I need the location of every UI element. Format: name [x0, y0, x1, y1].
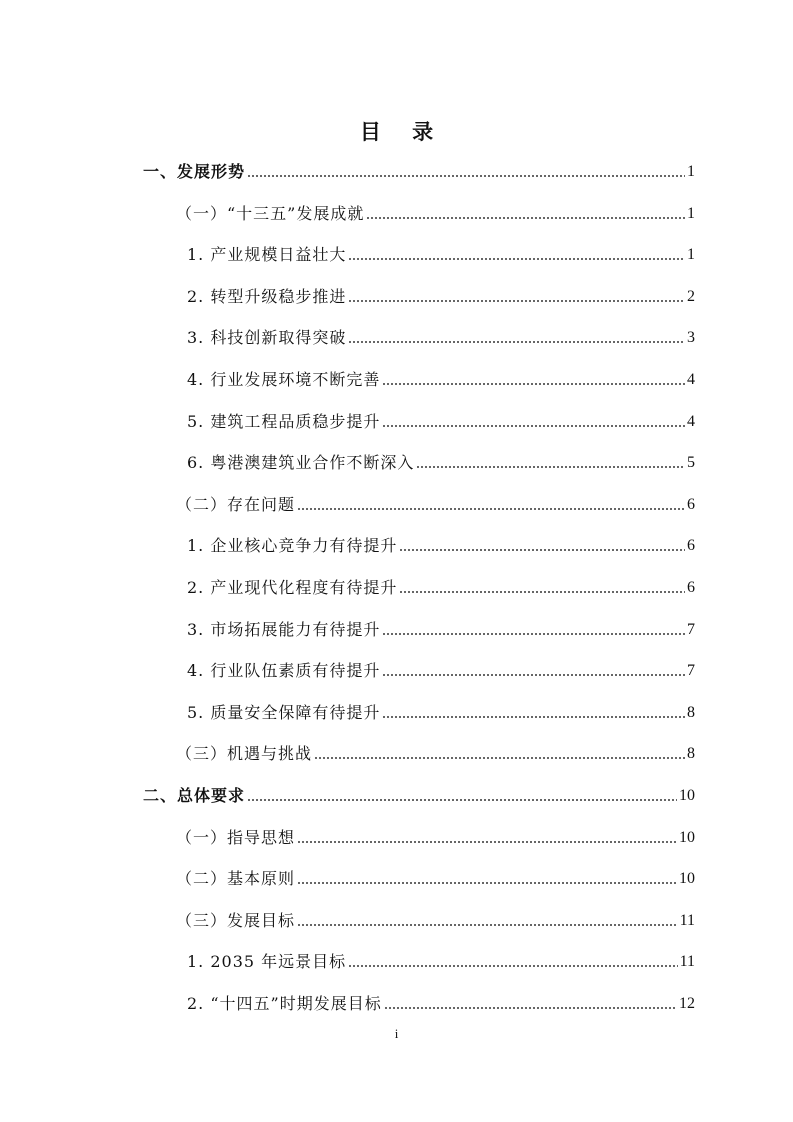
toc-entry[interactable]	[187, 449, 695, 473]
toc-dot-leader	[297, 913, 678, 927]
toc-entry-page: 6	[687, 495, 695, 513]
toc-dot-leader	[297, 871, 677, 885]
toc-dot-leader	[297, 497, 685, 511]
toc-dot-leader	[314, 746, 685, 760]
toc-dot-leader	[348, 289, 685, 303]
toc-entry[interactable]	[143, 158, 695, 182]
toc-dot-leader	[366, 206, 685, 220]
toc-entry-page: 3	[687, 329, 695, 347]
toc-dot-leader	[399, 538, 685, 552]
toc-entry-page: 7	[687, 662, 695, 680]
toc-dot-leader	[382, 663, 685, 677]
toc-entry-label: （二）基本原则	[176, 869, 296, 889]
toc-entry-label: 4. 行业队伍素质有待提升	[187, 661, 381, 681]
toc-dot-leader	[382, 414, 685, 428]
toc-entry-page: 1	[687, 246, 695, 264]
toc-dot-leader	[348, 247, 685, 261]
toc-entry[interactable]	[187, 324, 695, 348]
page-number: i	[394, 1026, 399, 1041]
toc-entry-page: 8	[687, 703, 695, 721]
toc-entry-label: 2. 产业现代化程度有待提升	[187, 578, 398, 597]
toc-entry[interactable]	[187, 699, 695, 723]
toc-entry[interactable]	[187, 283, 695, 307]
toc-entry-label: 2. 转型升级稳步推进	[187, 286, 347, 306]
toc-entry[interactable]	[187, 366, 695, 390]
toc-entry-page: 10	[679, 870, 695, 888]
toc-entry-page: 5	[687, 454, 695, 472]
toc-entry[interactable]	[176, 200, 695, 224]
toc-entry-label: 5. 建筑工程品质稳步提升	[187, 411, 381, 431]
toc-entry-label: （二）存在问题	[176, 494, 296, 514]
toc-entry-label: （三）机遇与挑战	[176, 744, 313, 764]
toc-entry-label: 一、发展形势	[143, 162, 246, 181]
toc-dot-leader	[382, 705, 685, 719]
toc-entry[interactable]	[187, 532, 695, 556]
toc-entry-label: 1. 产业规模日益壮大	[187, 245, 347, 265]
toc-entry-label: 1. 2035 年远景目标	[187, 952, 347, 972]
toc-entry-label: 二、总体要求	[143, 786, 246, 805]
toc-entry-page: 7	[687, 620, 695, 638]
toc-entry[interactable]	[176, 824, 695, 848]
toc-entry[interactable]	[187, 616, 695, 640]
toc-entry-page: 11	[679, 911, 695, 929]
toc-entry[interactable]	[187, 657, 695, 681]
toc-entry[interactable]	[176, 740, 695, 764]
toc-entry-label: （一）“十三五”发展成就	[176, 203, 365, 223]
toc-dot-leader	[297, 830, 677, 844]
toc-dot-leader	[399, 580, 685, 594]
toc-entry-page: 10	[679, 787, 695, 804]
toc-entry-page: 12	[679, 995, 695, 1012]
toc-entry-page: 8	[687, 745, 695, 763]
toc-entry-page: 6	[687, 579, 695, 596]
toc-entry[interactable]	[187, 241, 695, 265]
toc-entry[interactable]	[187, 574, 695, 598]
toc-entry-page: 10	[679, 828, 695, 846]
toc-dot-leader	[348, 330, 685, 344]
toc-dot-leader	[416, 455, 685, 469]
toc-entry-label: 2. “十四五”时期发展目标	[187, 994, 382, 1013]
toc-entry[interactable]	[176, 491, 695, 515]
toc-dot-leader	[247, 164, 685, 178]
page-title: 目 录	[359, 120, 446, 144]
toc-entry-page: 11	[679, 953, 695, 971]
toc-entry-page: 1	[687, 163, 695, 180]
toc-entry[interactable]	[187, 990, 695, 1014]
toc-entry-page: 4	[687, 412, 695, 430]
toc-entry[interactable]	[176, 865, 695, 889]
toc-entry-label: 3. 科技创新取得突破	[187, 328, 347, 348]
toc-entry-label: 4. 行业发展环境不断完善	[187, 370, 381, 389]
toc-entry-label: 1. 企业核心竞争力有待提升	[187, 536, 398, 556]
toc-entry[interactable]	[176, 907, 695, 931]
toc-entry[interactable]	[187, 408, 695, 432]
toc-dot-leader	[382, 622, 685, 636]
toc-entry-page: 6	[687, 537, 695, 555]
toc-entry-label: （三）发展目标	[176, 910, 296, 930]
toc-entry-label: （一）指导思想	[176, 827, 296, 847]
toc-entry-label: 6. 粤港澳建筑业合作不断深入	[187, 453, 415, 473]
toc-entry-label: 3. 市场拓展能力有待提升	[187, 619, 381, 639]
toc-dot-leader	[382, 372, 685, 386]
toc-entry[interactable]	[187, 948, 695, 972]
toc-dot-leader	[247, 788, 677, 802]
toc-entry[interactable]	[143, 782, 695, 806]
toc-dot-leader	[384, 996, 677, 1010]
toc-entry-page: 4	[687, 371, 695, 388]
toc-entry-page: 1	[687, 204, 695, 222]
toc-dot-leader	[348, 954, 677, 968]
toc-entry-page: 2	[687, 287, 695, 305]
toc-entry-label: 5. 质量安全保障有待提升	[187, 702, 381, 722]
